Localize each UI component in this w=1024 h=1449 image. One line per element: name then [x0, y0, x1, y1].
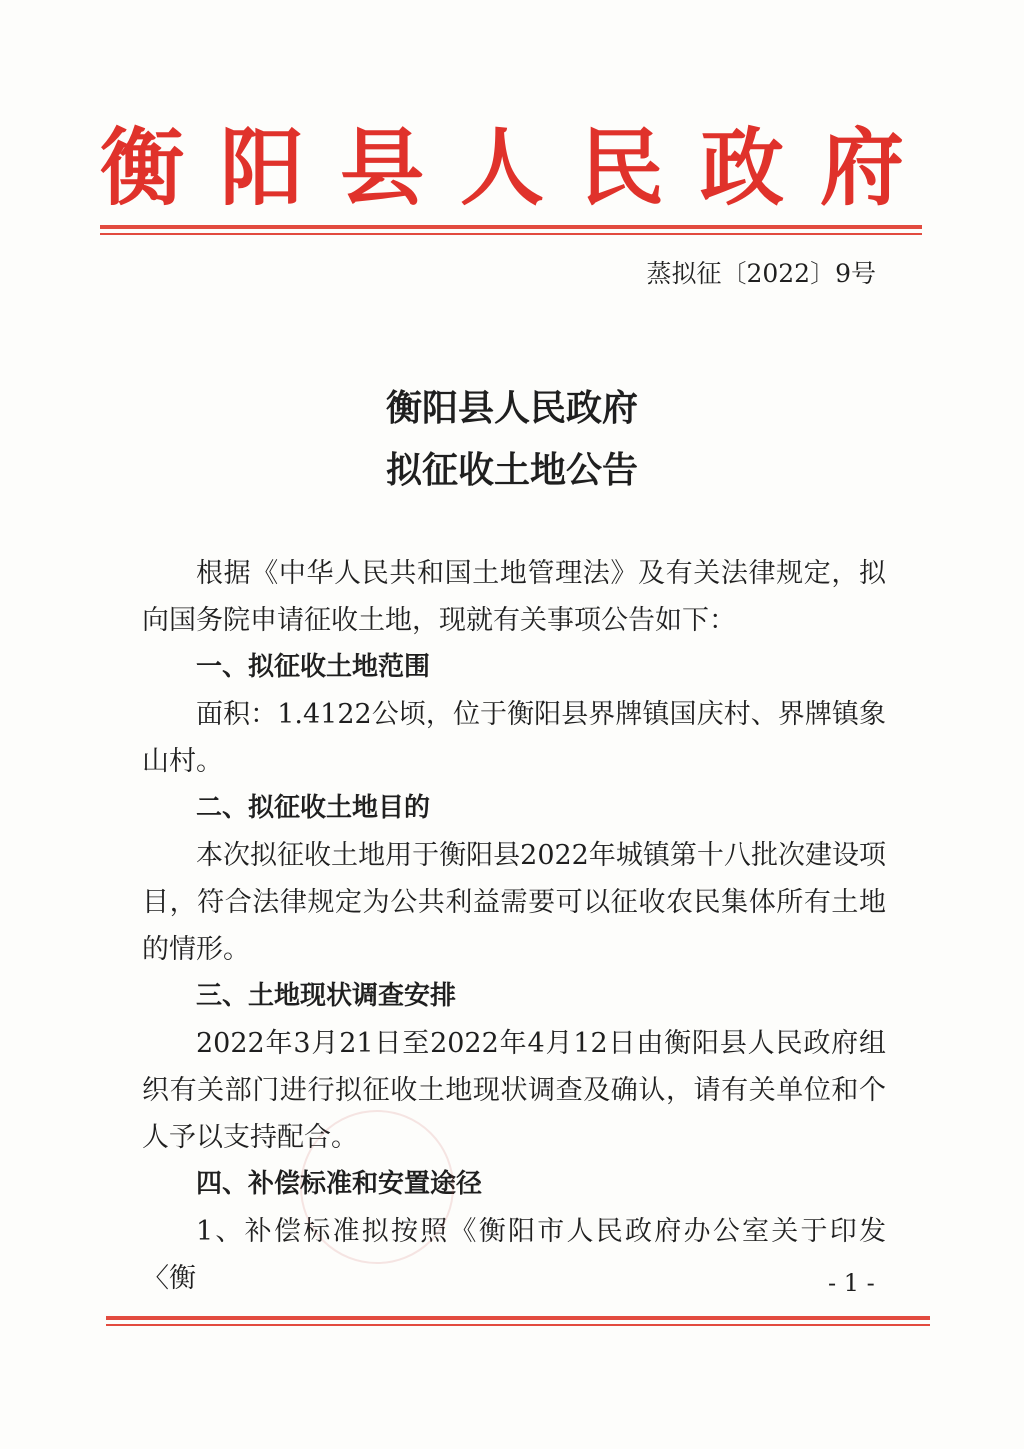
section1-heading: 一、拟征收土地范围: [196, 652, 431, 682]
header-rule-thick: [100, 225, 922, 229]
section3-paragraph: 2022年3月21日至2022年4月12日由衡阳县人民政府组织有关部门进行拟征收土地现状调查及确认，请有关单位和个人予以支持配合。: [142, 1028, 886, 1153]
intro-paragraph: 根据《中华人民共和国土地管理法》及有关法律规定，拟向国务院申请征收土地，现就有关事项公告如下：: [142, 558, 886, 636]
section4-paragraph: 1、补偿标准拟按照《衡阳市人民政府办公室关于印发〈衡: [142, 1216, 886, 1294]
section2-heading: 二、拟征收土地目的: [196, 793, 431, 823]
footer-rule-thick: [106, 1316, 930, 1320]
section3-heading: 三、土地现状调查安排: [196, 981, 457, 1011]
masthead-title: 衡阳县人民政府: [100, 118, 941, 217]
header-rule-thin: [100, 233, 922, 235]
footer-rule-thin: [106, 1324, 930, 1326]
document-body: [142, 550, 886, 1302]
document-number: 蒸拟征〔2022〕9号: [646, 259, 876, 288]
faint-seal-stamp: [300, 1110, 454, 1264]
document-title-line1: 衡阳县人民政府: [385, 387, 638, 429]
section2-paragraph: 本次拟征收土地用于衡阳县2022年城镇第十八批次建设项目，符合法律规定为公共利益需要可以征收农民集体所有土地的情形。: [142, 840, 886, 965]
document-title-line2: 拟征收土地公告: [385, 449, 638, 491]
page-number-text: - 1 -: [828, 1269, 875, 1297]
section1-paragraph: 面积：1.4122公顷，位于衡阳县界牌镇国庆村、界牌镇象山村。: [142, 699, 886, 777]
section4-heading: 四、补偿标准和安置途径: [196, 1169, 483, 1199]
